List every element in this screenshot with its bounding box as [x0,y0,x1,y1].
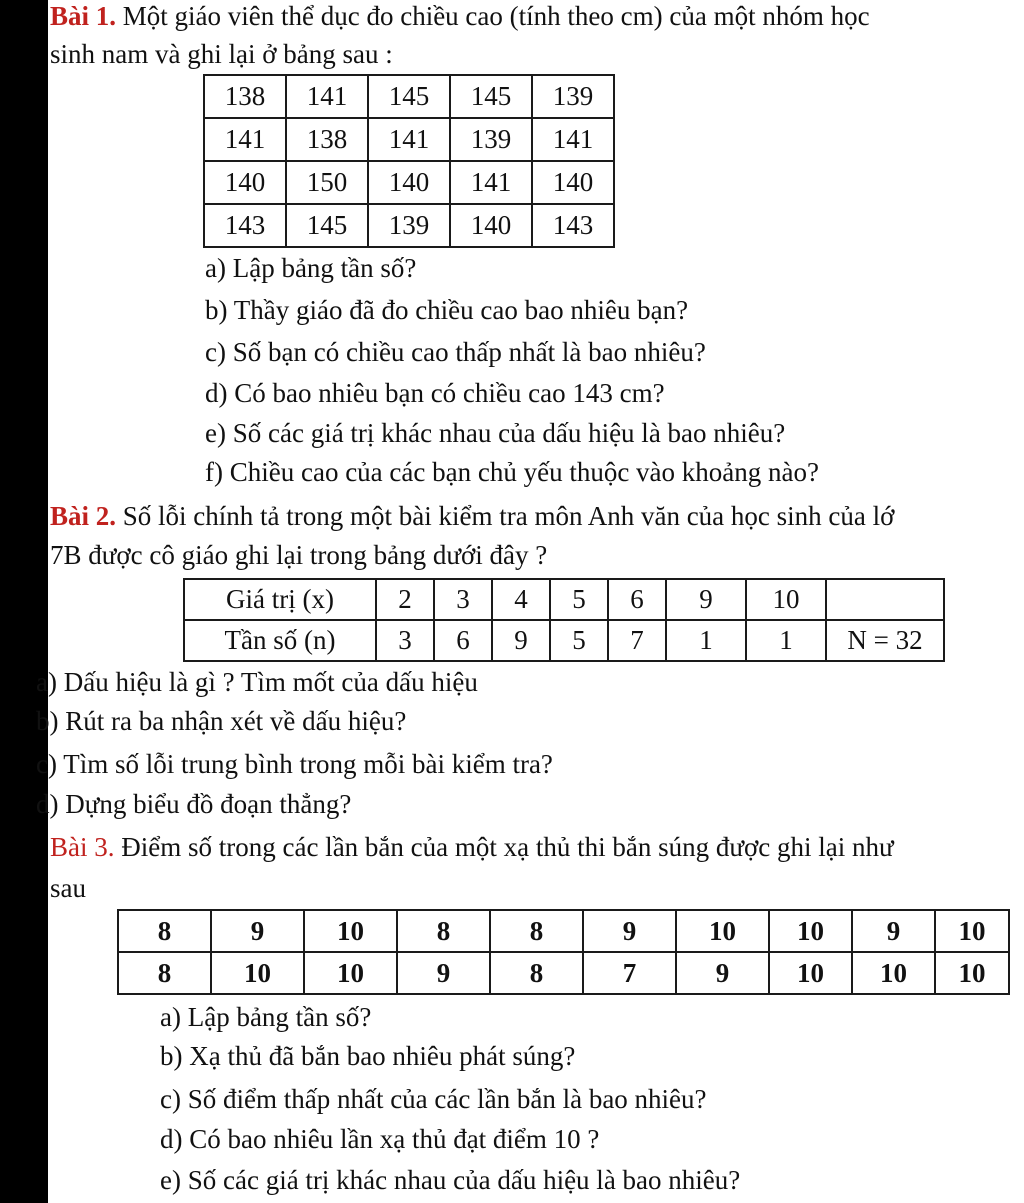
table-cell: 5 [550,620,608,661]
table-row [204,204,614,247]
table-cell: 138 [286,118,368,161]
table-cell: 138 [204,75,286,118]
table-cell: 3 [434,579,492,620]
table-cell: 140 [204,161,286,204]
table-cell: 140 [368,161,450,204]
bai3-label: Bài 3. [50,832,115,862]
table-cell [826,579,944,620]
table-cell: 6 [608,579,666,620]
bai2-frequency-table [183,578,945,662]
table-cell: 8 [397,910,490,952]
table-row [204,161,614,204]
bai2-heading [50,500,894,532]
bai3-text-line1: Điểm số trong các lần bắn của một xạ thủ thi bắn súng được ghi lại như [114,832,894,862]
table-cell: 141 [450,161,532,204]
bai1-text-line1: Một giáo viên thể dục đo chiều cao (tính theo cm) của một nhóm học [116,1,870,31]
table-cell: 143 [204,204,286,247]
table-row [204,75,614,118]
table-cell: Giá trị (x) [184,579,376,620]
table-cell: 9 [666,579,746,620]
table-cell: 145 [368,75,450,118]
bai1-question-d: d) Có bao nhiêu bạn có chiều cao 143 cm? [205,378,665,408]
table-cell: 8 [490,910,583,952]
table-cell: 10 [211,952,304,994]
table-cell: 9 [211,910,304,952]
bai3-score-table [117,909,1010,995]
bai3-question-c: c) Số điểm thấp nhất của các lần bắn là bao nhiêu? [160,1084,707,1114]
bai1-question-f: f) Chiều cao của các bạn chủ yếu thuộc vào khoảng nào? [205,457,819,487]
bai2-question-d: d) Dựng biểu đồ đoạn thẳng? [36,789,352,819]
bai3-question-b: b) Xạ thủ đã bắn bao nhiêu phát súng? [160,1041,576,1071]
table-cell: 10 [769,952,852,994]
table-cell: 10 [304,952,397,994]
table-cell: 140 [450,204,532,247]
table-cell: 7 [608,620,666,661]
bai1-height-table [203,74,615,248]
table-row [118,952,1009,994]
table-cell: 9 [397,952,490,994]
table-cell: Tần số (n) [184,620,376,661]
table-cell: 10 [769,910,852,952]
table-cell: 7 [583,952,676,994]
bai1-text-line2: sinh nam và ghi lại ở bảng sau : [50,39,393,69]
table-cell: 8 [490,952,583,994]
bai1-question-c: c) Số bạn có chiều cao thấp nhất là bao nhiêu? [205,337,706,367]
table-cell: 141 [286,75,368,118]
table-cell: 10 [304,910,397,952]
bai3-heading [50,831,894,863]
bai3-question-d: d) Có bao nhiêu lần xạ thủ đạt điểm 10 ? [160,1124,600,1154]
bai2-label: Bài 2. [50,501,117,531]
table-cell: 8 [118,952,211,994]
table-row [204,118,614,161]
table-cell: 6 [434,620,492,661]
bai1-question-b: b) Thầy giáo đã đo chiều cao bao nhiêu bạn? [205,295,689,325]
table-cell: N = 32 [826,620,944,661]
bai1-question-a: a) Lập bảng tần số? [205,253,417,283]
table-cell: 10 [935,952,1009,994]
table-cell: 10 [935,910,1009,952]
table-cell: 145 [286,204,368,247]
table-cell: 141 [368,118,450,161]
table-cell: 10 [852,952,935,994]
table-cell: 4 [492,579,550,620]
table-cell: 9 [676,952,769,994]
table-cell: 143 [532,204,614,247]
table-cell: 139 [368,204,450,247]
table-cell: 145 [450,75,532,118]
table-row [118,910,1009,952]
bai2-question-c: c) Tìm số lỗi trung bình trong mỗi bài kiểm tra? [36,749,553,779]
table-cell: 141 [204,118,286,161]
table-cell: 8 [118,910,211,952]
bai1-question-e: e) Số các giá trị khác nhau của dấu hiệu là bao nhiêu? [205,418,786,448]
bai1-label: Bài 1. [50,1,117,31]
table-cell: 1 [666,620,746,661]
bai3-text-line2: sau [50,873,86,903]
bai2-text-line1: Số lỗi chính tả trong một bài kiểm tra môn Anh văn của học sinh của lớ [116,501,895,531]
table-cell: 9 [852,910,935,952]
table-cell: 2 [376,579,434,620]
bai1-heading [50,0,870,32]
table-cell: 10 [746,579,826,620]
table-cell: 141 [532,118,614,161]
bai3-question-e: e) Số các giá trị khác nhau của dấu hiệu là bao nhiêu? [160,1165,741,1195]
table-cell: 139 [450,118,532,161]
bai3-question-a: a) Lập bảng tần số? [160,1002,372,1032]
table-cell: 3 [376,620,434,661]
bai2-question-b: b) Rút ra ba nhận xét về dấu hiệu? [36,706,407,736]
left-black-bar [0,0,48,1203]
table-cell: 9 [583,910,676,952]
bai2-text-line2: 7B được cô giáo ghi lại trong bảng dưới đây ? [50,540,548,570]
table-cell: 9 [492,620,550,661]
bai2-question-a: a) Dấu hiệu là gì ? Tìm mốt của dấu hiệu [36,667,478,697]
table-cell: 1 [746,620,826,661]
table-cell: 140 [532,161,614,204]
table-cell: 139 [532,75,614,118]
table-cell: 150 [286,161,368,204]
table-row [184,579,944,620]
table-cell: 5 [550,579,608,620]
table-cell: 10 [676,910,769,952]
table-row [184,620,944,661]
